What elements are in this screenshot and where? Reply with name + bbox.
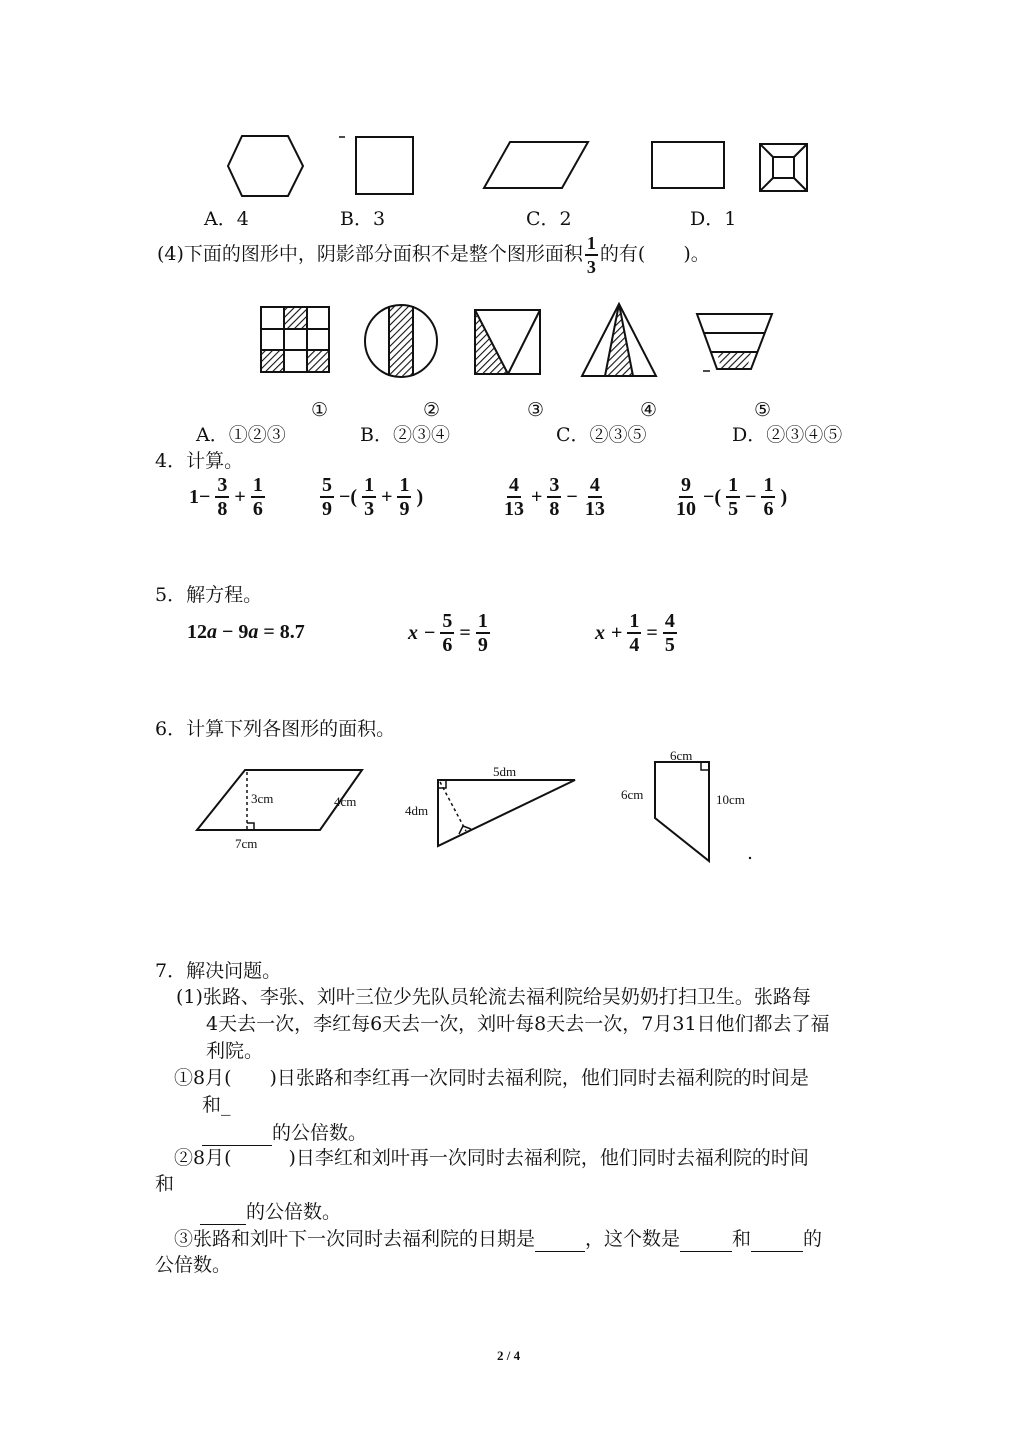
calc-expression-2: $\frac{5}{9}$ −( $\frac{1}{3}$ + $\frac{1}{9}$ ) <box>322 474 424 520</box>
q4-question: (4)下面的图形中，阴影部分面积不是整个图形面积 $\frac{1}{3}$ 的有( )。 <box>157 233 710 277</box>
equation-1: 12a − 9a = 8.7 <box>187 621 305 643</box>
trapezoid-right-label: 10cm <box>716 792 745 807</box>
sub-question-1-line-1: ①8月( )日张路和李红再一次同时去福利院，他们同时去福利院的时间是 <box>174 1067 809 1089</box>
calc-expression-1: 1− $\frac{3}{8}$ + $\frac{1}{6}$ <box>189 474 263 520</box>
parallelogram-base-label: 7cm <box>235 836 258 851</box>
one-third-fraction: $\frac{1}{3}$ <box>586 233 596 277</box>
q4-option-d: D．②③④⑤ <box>732 424 843 446</box>
equation-2: x − $\frac{5}{6}$ = $\frac{1}{9}$ <box>408 610 488 656</box>
sub-question-2-line-3: 的公倍数。 <box>200 1198 341 1225</box>
problem-1-line-1: (1)张路、李张、刘叶三位少先队员轮流去福利院给吴奶奶打扫卫生。张路每 <box>176 986 811 1008</box>
answer-blank[interactable] <box>200 1198 246 1225</box>
sub-question-3-line-2: 公倍数。 <box>155 1254 232 1276</box>
section-6-title: 6．计算下列各图形的面积。 <box>155 718 396 740</box>
q3-option-b: B．3 <box>340 208 386 230</box>
sub-question-2-line-1: ②8月( )日李红和刘叶再一次同时去福利院，他们同时去福利院的时间 <box>174 1147 809 1169</box>
q4-label-3: ③ <box>527 399 545 421</box>
problem-1-line-2: 4天去一次，李红每6天去一次，刘叶每8天去一次，7月31日他们都去了福 <box>206 1013 830 1035</box>
section-5-title: 5．解方程。 <box>155 584 263 606</box>
answer-blank[interactable] <box>202 1119 272 1146</box>
triangle-hyp-label: 5dm <box>493 764 517 779</box>
section-4-title: 4．计算。 <box>155 450 244 472</box>
q4-label-2: ② <box>423 399 441 421</box>
sub-question-1-line-3: 的公倍数。 <box>202 1119 367 1146</box>
calc-expression-3: $\frac{4}{13}$ + $\frac{3}{8}$ − $\frac{4}{13}$ <box>504 474 605 520</box>
trapezoid-top-label: 6cm <box>670 748 693 763</box>
q4-label-4: ④ <box>640 399 658 421</box>
answer-blank[interactable] <box>751 1225 803 1252</box>
equation-3: x + $\frac{1}{4}$ = $\frac{4}{5}$ <box>595 610 675 656</box>
problem-1-line-3: 利院。 <box>206 1040 264 1062</box>
parallelogram-side-label: 4cm <box>334 794 357 809</box>
q4-label-5: ⑤ <box>754 399 772 421</box>
q4-label-1: ① <box>311 399 329 421</box>
page-number: 2 / 4 <box>497 1348 521 1363</box>
section-7-title: 7．解决问题。 <box>155 960 282 982</box>
answer-blank[interactable] <box>535 1225 585 1252</box>
trapezoid-left-label: 6cm <box>621 787 644 802</box>
q4-option-c: C．②③⑤ <box>556 424 647 446</box>
answer-blank[interactable] <box>680 1225 732 1252</box>
sub-question-2-line-2: 和 <box>155 1173 175 1195</box>
q3-option-c: C．2 <box>526 208 572 230</box>
q4-option-b: B．②③④ <box>360 424 450 446</box>
calc-expression-4: $\frac{9}{10}$ −( $\frac{1}{5}$ − $\frac{1}{6}$ ) <box>676 474 788 520</box>
parallelogram-height-label: 3cm <box>251 791 274 806</box>
trapezoid-figure <box>655 762 709 861</box>
sub-question-3-line-1: ③张路和刘叶下一次同时去福利院的日期是 ，这个数是 和 的 <box>174 1225 822 1252</box>
triangle-height <box>440 782 466 831</box>
triangle-figure <box>438 780 575 846</box>
q4-option-a: A．①②③ <box>196 424 286 446</box>
q3-option-a: A．4 <box>204 208 249 230</box>
triangle-leg-label: 4dm <box>405 803 429 818</box>
sub-question-1-line-2: 和_ <box>202 1094 231 1116</box>
q3-option-d: D．1 <box>690 208 737 230</box>
